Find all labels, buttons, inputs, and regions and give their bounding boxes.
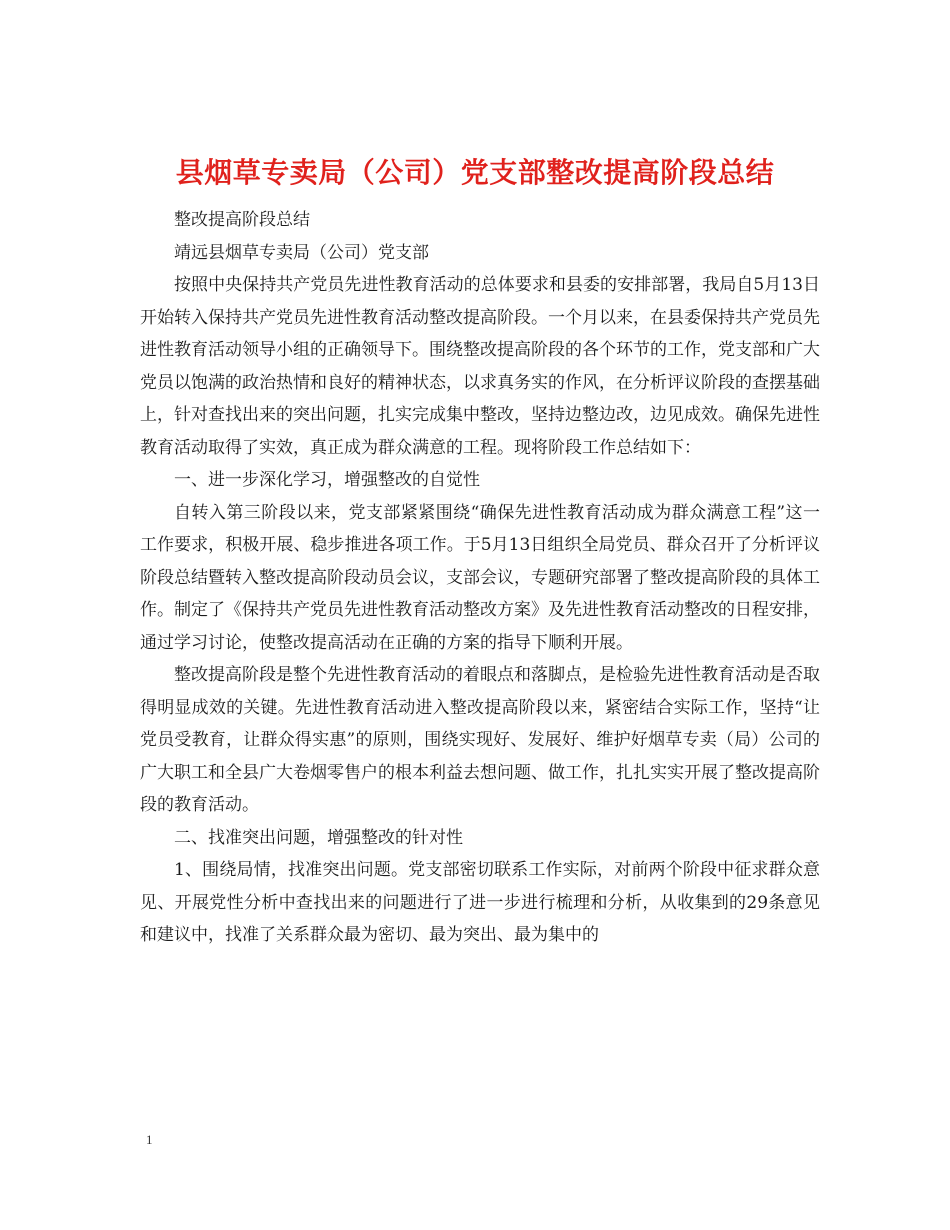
body-paragraph: 自转入第三阶段以来，党支部紧紧围绕“确保先进性教育活动成为群众满意工程”这一工作要求，积极开展、稳步推进各项工作。于5月13日组织全局党员、群众召开了分析评议阶段总结暨转入整改提高阶段动员会议，支部会议，专题研究部署了整改提高阶段的具体工作。制定了《保持共产党员先进性教育活动整改方案》及先进性教育活动整改的日程安排，通过学习讨论，使整改提高活动在正确的方案的指导下顺利开展。 [140,502,820,653]
subtitle-paragraph: 整改提高阶段总结 [174,210,310,230]
section-heading: 二、找准突出问题，增强整改的针对性 [174,827,463,848]
document-body [140,204,820,952]
section-heading: 一、进一步深化学习，增强整改的自觉性 [174,470,480,490]
document-title: 县烟草专卖局（公司）党支部整改提高阶段总结 [175,155,775,189]
body-paragraph: 1、围绕局情，找准突出问题。党支部密切联系工作实际，对前两个阶段中征求群众意见、开展党性分析中查找出来的问题进行了进一步进行梳理和分析，从收集到的29条意见和建议中，找准了关系群众最为密切、最为突出、最为集中的 [140,860,820,945]
author-paragraph: 靖远县烟草专卖局（公司）党支部 [174,242,429,263]
body-paragraph: 按照中央保持共产党员先进性教育活动的总体要求和县委的安排部署，我局自5月13日开始转入保持共产党员先进性教育活动整改提高阶段。一个月以来，在县委保持共产党员先进性教育活动领导小组的正确领导下。围绕整改提高阶段的各个环节的工作，党支部和广大党员以饱满的政治热情和良好的精神状态，以求真务实的作风，在分析评议阶段的查摆基础上，针对查找出来的突出问题，扎实完成集中整改，坚持边整边改，边见成效。确保先进性教育活动取得了实效，真正成为群众满意的工程。现将阶段工作总结如下： [140,275,820,458]
body-paragraph: 整改提高阶段是整个先进性教育活动的着眼点和落脚点，是检验先进性教育活动是否取得明显成效的关键。先进性教育活动进入整改提高阶段以来，紧密结合实际工作，坚持“让党员受教育，让群众得实惠”的原则，围绕实现好、发展好、维护好烟草专卖（局）公司的广大职工和全县广大卷烟零售户的根本利益去想问题、做工作，扎扎实实开展了整改提高阶段的教育活动。 [140,665,820,815]
page-number: 1 [146,1132,153,1147]
